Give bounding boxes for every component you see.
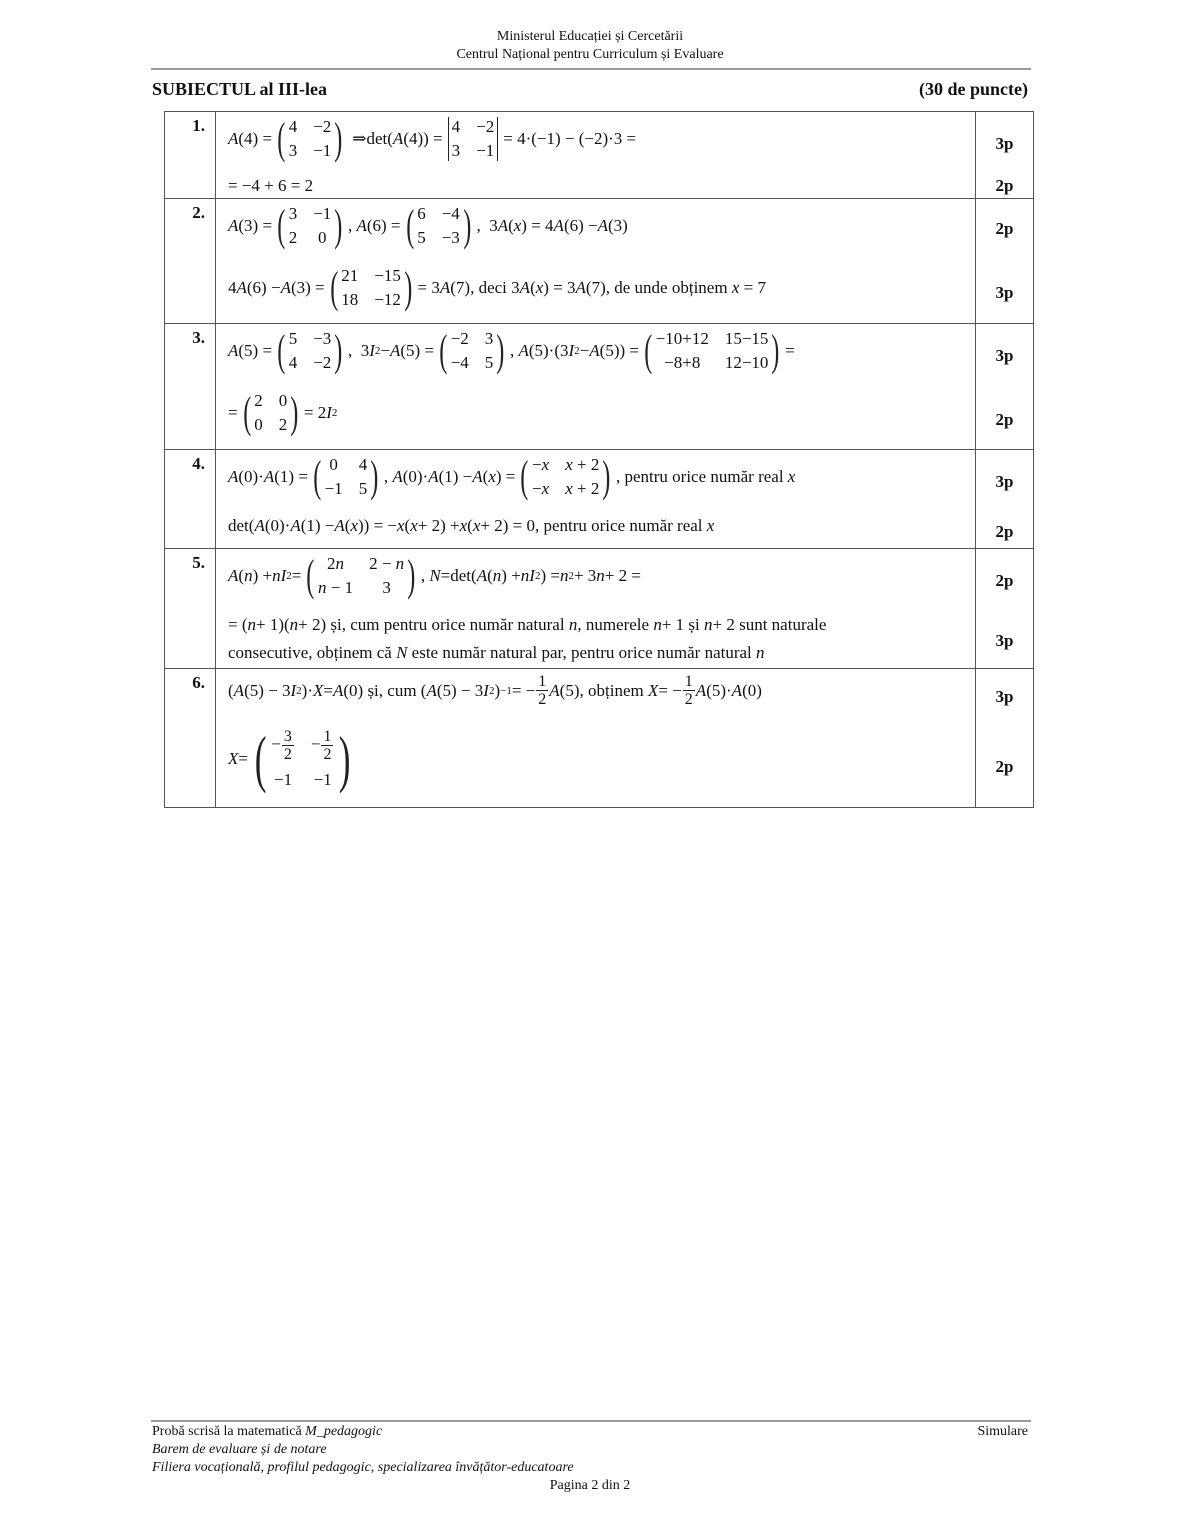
table-row (165, 549, 1034, 669)
solution-cell (216, 669, 976, 808)
points-value: 2p (995, 571, 1014, 590)
solution-line: ( A (5) − 3 I 2 )· X = A (0) și, cum ( A (5) − 3 I 2 ) −1 = − $\frac{1}{2}$ A (5) , obținem X = − $\frac{1}{2}$ A (5)· A (0) (228, 673, 762, 708)
table-row (165, 199, 1034, 324)
page-number: Pagina 2 din 2 (549, 1478, 631, 1493)
item-number: 3. (165, 324, 216, 450)
solution-line: A (5) = ( 5 −3 4 −2 ) , 3 I 2 − A (5) = ( −2 3 −4 5 ) , A (5)·(3 I 2 − A (5)) = ( −10+12 15−15 −8+8 12−10 ) = (228, 326, 795, 375)
footer-specialization: Filiera vocațională, profilul pedagogic, specializarea învățător-educatoare (152, 1460, 574, 1475)
solution-line: det ( A (0)· A (1) − A ( x )) = − x ( x + 2) + x ( x + 2) = 0 , pentru orice număr real x (228, 516, 715, 535)
points-value: 2p (995, 410, 1014, 429)
points-value: 2p (995, 757, 1014, 776)
subject-title: SUBIECTUL al III-lea (152, 79, 328, 99)
header-divider (151, 68, 1031, 70)
table-row (165, 450, 1034, 549)
points-cell (976, 112, 1034, 199)
solution-line: A (4) = ( 4 −2 3 −1 ) ⇒ det ( A (4)) = 4 −2 3 −1 = 4·(−1) − (−2)·3 = (228, 114, 637, 163)
solution-cell (216, 549, 976, 669)
solution-line: A (3) = ( 3 −1 2 0 ) , A (6) = ( 6 −4 5 −3 ) , 3 A ( x ) = 4 A (6) − A (3) (228, 201, 628, 250)
header-center: Centrul Național pentru Curriculum și Evaluare (456, 47, 724, 62)
subject-points: (30 de puncte) (919, 79, 1028, 99)
solution-line: A (0)· A (1) = ( 0 4 −1 5 ) , A (0)· A (1) − A ( x ) = ( −x x + 2 −x x + 2 ) , pentru orice număr real x (228, 452, 796, 501)
table-row (165, 669, 1034, 808)
item-number: 1. (165, 112, 216, 199)
points-value: 2p (995, 522, 1014, 541)
solution-line: 4 A (6) − A (3) = ( 21 −15 18 −12 ) = 3 A (7) , deci 3 A ( x ) = 3 A (7) , de unde obținem x = 7 (228, 263, 766, 312)
points-value: 2p (995, 176, 1014, 195)
footer-divider (151, 1420, 1031, 1422)
points-cell (976, 450, 1034, 549)
item-number: 5. (165, 549, 216, 669)
table-row (165, 112, 1034, 199)
item-number: 4. (165, 450, 216, 549)
solution-cell (216, 112, 976, 199)
points-cell (976, 549, 1034, 669)
header-ministry: Ministerul Educației și Cercetării (496, 29, 684, 44)
solution-line: A ( n ) + nI 2 = ( 2n 2 − n n − 1 3 ) , N = det ( A ( n ) + nI 2 ) = n 2 + 3 n + 2 = (228, 551, 641, 600)
points-value: 3p (995, 346, 1014, 365)
solution-line: X = ( − $\frac{3}{2}$ − $\frac{1}{2}$ −1 −1 ) (228, 723, 352, 794)
solution-line: consecutive, obținem că N este număr natural par, pentru orice număr natural n (228, 643, 765, 662)
grading-table (164, 111, 1034, 808)
footer-barem: Barem de evaluare și de notare (152, 1442, 327, 1457)
table-row (165, 324, 1034, 450)
footer-exam-profile: M_pedagogic (305, 1424, 383, 1439)
item-number: 6. (165, 669, 216, 808)
footer-exam: Probă scrisă la matematică M_pedagogic (152, 1424, 383, 1439)
points-value: 2p (995, 219, 1014, 238)
points-cell (976, 324, 1034, 450)
points-cell (976, 669, 1034, 808)
solution-cell (216, 450, 976, 549)
solution-line: = −4 + 6 = 2 (228, 176, 314, 195)
item-number: 2. (165, 199, 216, 324)
footer-session: Simulare (977, 1424, 1028, 1439)
points-cell (976, 199, 1034, 324)
points-value: 3p (995, 283, 1014, 302)
points-value: 3p (995, 134, 1014, 153)
solution-cell (216, 199, 976, 324)
points-value: 3p (995, 472, 1014, 491)
solution-line: = ( n + 1)( n + 2) și, cum pentru orice număr natural n , numerele n + 1 și n + 2 sunt naturale (228, 615, 827, 634)
points-value: 3p (995, 631, 1014, 650)
solution-line: = ( 2 0 0 2 ) = 2 I 2 (228, 388, 338, 437)
solution-cell (216, 324, 976, 450)
points-value: 3p (995, 687, 1014, 706)
